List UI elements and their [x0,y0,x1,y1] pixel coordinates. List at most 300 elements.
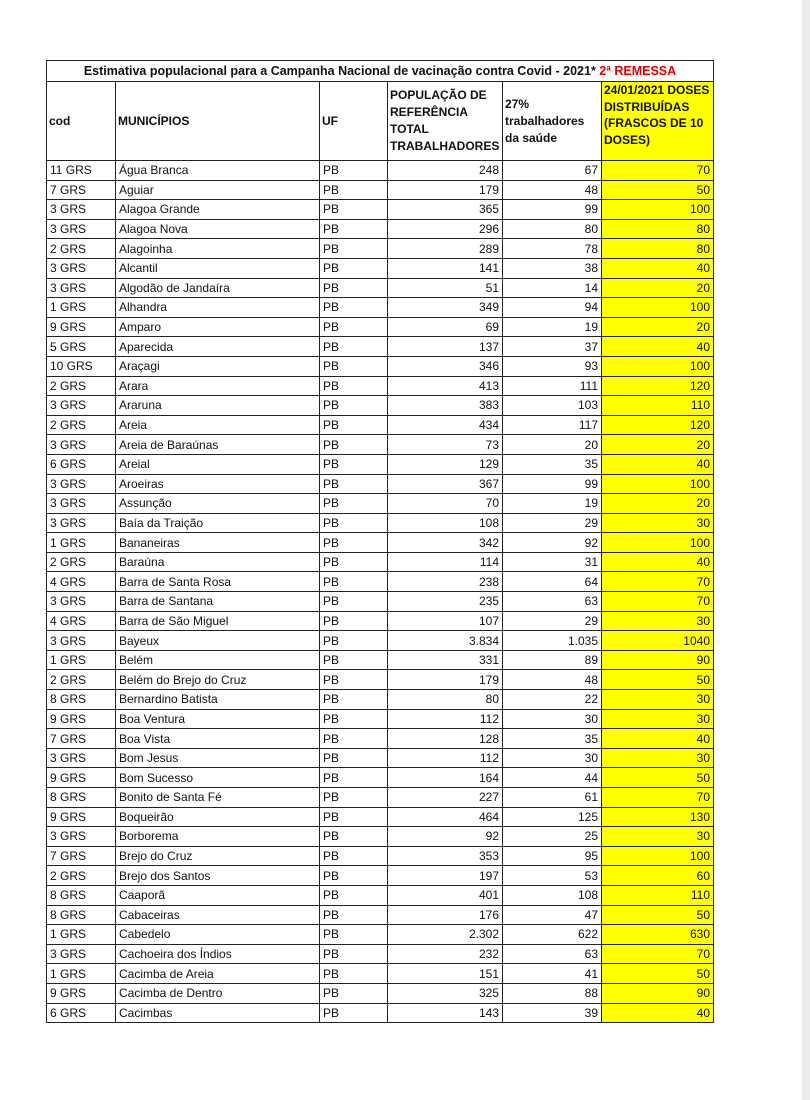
table-row [47,435,714,455]
page-edge [802,0,810,1100]
table-row [47,729,714,749]
doses-cell: 90 [602,650,714,670]
populacao-cell: 401 [388,885,503,905]
populacao-cell: 434 [388,415,503,435]
populacao-cell: 70 [388,494,503,514]
doses-cell: 100 [602,533,714,553]
table-row [47,219,714,239]
populacao-cell: 353 [388,846,503,866]
uf-cell: PB [320,944,388,964]
table-row [47,885,714,905]
uf-cell: PB [320,631,388,651]
uf-cell: PB [320,611,388,631]
cod-cell: 2 GRS [47,415,116,435]
table-row [47,415,714,435]
cod-cell: 10 GRS [47,356,116,376]
doses-cell: 20 [602,317,714,337]
table-row [47,180,714,200]
populacao-cell: 235 [388,592,503,612]
doses-cell: 100 [602,356,714,376]
table-row [47,317,714,337]
uf-cell: PB [320,572,388,592]
trabalhadores-cell: 88 [503,983,602,1003]
cod-cell: 2 GRS [47,552,116,572]
doses-cell: 40 [602,552,714,572]
uf-cell: PB [320,337,388,357]
header-doses: 24/01/2021 DOSES DISTRIBUÍDAS (FRASCOS DE 10 DOSES) [602,82,714,161]
uf-cell: PB [320,670,388,690]
trabalhadores-cell: 44 [503,768,602,788]
doses-cell: 30 [602,827,714,847]
municipio-cell: Assunção [116,494,320,514]
municipio-cell: Boa Ventura [116,709,320,729]
municipio-cell: Cabaceiras [116,905,320,925]
doses-cell: 110 [602,885,714,905]
municipio-cell: Baraúna [116,552,320,572]
municipio-cell: Amparo [116,317,320,337]
populacao-cell: 383 [388,396,503,416]
header-municipios: MUNICÍPIOS [116,82,320,161]
populacao-cell: 248 [388,161,503,181]
uf-cell: PB [320,356,388,376]
cod-cell: 3 GRS [47,435,116,455]
municipio-cell: Areial [116,454,320,474]
trabalhadores-cell: 622 [503,925,602,945]
uf-cell: PB [320,827,388,847]
table-row [47,200,714,220]
doses-cell: 630 [602,925,714,945]
uf-cell: PB [320,866,388,886]
table-row [47,1003,714,1023]
municipio-cell: Araruna [116,396,320,416]
doses-cell: 1040 [602,631,714,651]
populacao-cell: 176 [388,905,503,925]
doses-cell: 30 [602,611,714,631]
cod-cell: 6 GRS [47,454,116,474]
cod-cell: 4 GRS [47,572,116,592]
cod-cell: 7 GRS [47,729,116,749]
trabalhadores-cell: 63 [503,592,602,612]
doses-cell: 120 [602,415,714,435]
trabalhadores-cell: 19 [503,494,602,514]
doses-cell: 30 [602,690,714,710]
table-row [47,533,714,553]
uf-cell: PB [320,454,388,474]
uf-cell: PB [320,317,388,337]
municipio-cell: Cacimba de Areia [116,964,320,984]
doses-cell: 110 [602,396,714,416]
trabalhadores-cell: 78 [503,239,602,259]
trabalhadores-cell: 64 [503,572,602,592]
populacao-cell: 92 [388,827,503,847]
populacao-cell: 141 [388,258,503,278]
doses-cell: 20 [602,278,714,298]
doses-cell: 100 [602,846,714,866]
doses-cell: 50 [602,964,714,984]
municipio-cell: Cabedelo [116,925,320,945]
municipio-cell: Bananeiras [116,533,320,553]
cod-cell: 8 GRS [47,905,116,925]
table-row [47,494,714,514]
cod-cell: 9 GRS [47,768,116,788]
table-row [47,827,714,847]
populacao-cell: 51 [388,278,503,298]
trabalhadores-cell: 95 [503,846,602,866]
cod-cell: 3 GRS [47,631,116,651]
populacao-cell: 464 [388,807,503,827]
table-row [47,748,714,768]
doses-cell: 120 [602,376,714,396]
cod-cell: 3 GRS [47,258,116,278]
trabalhadores-cell: 41 [503,964,602,984]
populacao-cell: 164 [388,768,503,788]
trabalhadores-cell: 29 [503,513,602,533]
trabalhadores-cell: 22 [503,690,602,710]
municipio-cell: Brejo do Cruz [116,846,320,866]
trabalhadores-cell: 35 [503,454,602,474]
table-row [47,709,714,729]
uf-cell: PB [320,435,388,455]
populacao-cell: 73 [388,435,503,455]
title-row [47,61,714,82]
cod-cell: 3 GRS [47,827,116,847]
trabalhadores-cell: 103 [503,396,602,416]
uf-cell: PB [320,200,388,220]
doses-cell: 60 [602,866,714,886]
doses-cell: 70 [602,592,714,612]
trabalhadores-cell: 108 [503,885,602,905]
cod-cell: 4 GRS [47,611,116,631]
cod-cell: 3 GRS [47,592,116,612]
doses-cell: 20 [602,435,714,455]
table-title [47,61,714,82]
populacao-cell: 108 [388,513,503,533]
uf-cell: PB [320,709,388,729]
uf-cell: PB [320,278,388,298]
uf-cell: PB [320,1003,388,1023]
municipio-cell: Belém [116,650,320,670]
trabalhadores-cell: 14 [503,278,602,298]
doses-cell: 50 [602,905,714,925]
populacao-cell: 3.834 [388,631,503,651]
table-row [47,513,714,533]
table-row [47,690,714,710]
trabalhadores-cell: 93 [503,356,602,376]
header-row [47,82,714,161]
table-row [47,337,714,357]
populacao-cell: 227 [388,788,503,808]
uf-cell: PB [320,748,388,768]
cod-cell: 1 GRS [47,650,116,670]
table-row [47,278,714,298]
doses-cell: 70 [602,944,714,964]
uf-cell: PB [320,180,388,200]
table-row [47,768,714,788]
cod-cell: 3 GRS [47,219,116,239]
doses-cell: 80 [602,219,714,239]
doses-cell: 50 [602,768,714,788]
cod-cell: 1 GRS [47,533,116,553]
populacao-cell: 342 [388,533,503,553]
municipio-cell: Barra de Santana [116,592,320,612]
table-row [47,552,714,572]
remessa-label: 2ª REMESSA [599,64,677,78]
municipio-cell: Aroeiras [116,474,320,494]
populacao-cell: 197 [388,866,503,886]
table-row [47,376,714,396]
trabalhadores-cell: 37 [503,337,602,357]
uf-cell: PB [320,983,388,1003]
uf-cell: PB [320,161,388,181]
municipio-cell: Bonito de Santa Fé [116,788,320,808]
populacao-cell: 112 [388,748,503,768]
municipio-cell: Barra de Santa Rosa [116,572,320,592]
populacao-cell: 143 [388,1003,503,1023]
trabalhadores-cell: 92 [503,533,602,553]
trabalhadores-cell: 48 [503,670,602,690]
municipio-cell: Aparecida [116,337,320,357]
uf-cell: PB [320,474,388,494]
populacao-cell: 129 [388,454,503,474]
doses-cell: 70 [602,788,714,808]
populacao-cell: 114 [388,552,503,572]
cod-cell: 3 GRS [47,494,116,514]
populacao-cell: 179 [388,670,503,690]
doses-cell: 80 [602,239,714,259]
trabalhadores-cell: 1.035 [503,631,602,651]
uf-cell: PB [320,376,388,396]
trabalhadores-cell: 30 [503,709,602,729]
cod-cell: 3 GRS [47,513,116,533]
table-row [47,788,714,808]
table-row [47,866,714,886]
doses-cell: 70 [602,161,714,181]
uf-cell: PB [320,298,388,318]
uf-cell: PB [320,925,388,945]
populacao-cell: 346 [388,356,503,376]
cod-cell: 9 GRS [47,807,116,827]
trabalhadores-cell: 80 [503,219,602,239]
municipio-cell: Araçagi [116,356,320,376]
doses-cell: 90 [602,983,714,1003]
trabalhadores-cell: 99 [503,474,602,494]
trabalhadores-cell: 63 [503,944,602,964]
doses-cell: 40 [602,454,714,474]
header-cod: cod [47,82,116,161]
populacao-cell: 107 [388,611,503,631]
trabalhadores-cell: 117 [503,415,602,435]
header-uf: UF [320,82,388,161]
municipio-cell: Aguiar [116,180,320,200]
cod-cell: 6 GRS [47,1003,116,1023]
municipio-cell: Brejo dos Santos [116,866,320,886]
municipio-cell: Areia de Baraúnas [116,435,320,455]
municipio-cell: Alagoinha [116,239,320,259]
populacao-cell: 112 [388,709,503,729]
doses-cell: 50 [602,180,714,200]
table-row [47,611,714,631]
municipio-cell: Barra de São Miguel [116,611,320,631]
cod-cell: 3 GRS [47,200,116,220]
uf-cell: PB [320,592,388,612]
doses-cell: 100 [602,200,714,220]
cod-cell: 5 GRS [47,337,116,357]
uf-cell: PB [320,650,388,670]
municipio-cell: Belém do Brejo do Cruz [116,670,320,690]
uf-cell: PB [320,964,388,984]
uf-cell: PB [320,258,388,278]
municipio-cell: Cachoeira dos Índios [116,944,320,964]
cod-cell: 2 GRS [47,866,116,886]
uf-cell: PB [320,729,388,749]
table-row [47,925,714,945]
municipio-cell: Água Branca [116,161,320,181]
populacao-cell: 413 [388,376,503,396]
trabalhadores-cell: 48 [503,180,602,200]
table-row [47,905,714,925]
header-populacao: POPULAÇÃO DE REFERÊNCIA TOTAL TRABALHADORES [388,82,503,161]
table-row [47,396,714,416]
populacao-cell: 365 [388,200,503,220]
table-row [47,964,714,984]
trabalhadores-cell: 125 [503,807,602,827]
table-row [47,454,714,474]
cod-cell: 1 GRS [47,964,116,984]
cod-cell: 9 GRS [47,709,116,729]
populacao-cell: 151 [388,964,503,984]
municipio-cell: Cacimba de Dentro [116,983,320,1003]
table-row [47,592,714,612]
table-row [47,161,714,181]
municipio-cell: Alcantil [116,258,320,278]
doses-cell: 30 [602,748,714,768]
doses-cell: 20 [602,494,714,514]
populacao-cell: 367 [388,474,503,494]
trabalhadores-cell: 111 [503,376,602,396]
uf-cell: PB [320,239,388,259]
doses-cell: 130 [602,807,714,827]
doses-cell: 40 [602,729,714,749]
populacao-cell: 331 [388,650,503,670]
municipio-cell: Algodão de Jandaíra [116,278,320,298]
trabalhadores-cell: 67 [503,161,602,181]
doses-cell: 50 [602,670,714,690]
doses-cell: 100 [602,474,714,494]
header-percent-workers: 27% trabalhadores da saúde [503,82,602,161]
trabalhadores-cell: 25 [503,827,602,847]
populacao-cell: 128 [388,729,503,749]
table-row [47,670,714,690]
trabalhadores-cell: 38 [503,258,602,278]
trabalhadores-cell: 61 [503,788,602,808]
table-row [47,239,714,259]
cod-cell: 11 GRS [47,161,116,181]
populacao-cell: 179 [388,180,503,200]
trabalhadores-cell: 39 [503,1003,602,1023]
populacao-cell: 296 [388,219,503,239]
trabalhadores-cell: 29 [503,611,602,631]
cod-cell: 3 GRS [47,278,116,298]
populacao-cell: 69 [388,317,503,337]
trabalhadores-cell: 94 [503,298,602,318]
uf-cell: PB [320,807,388,827]
populacao-cell: 2.302 [388,925,503,945]
populacao-cell: 238 [388,572,503,592]
municipio-cell: Baía da Traição [116,513,320,533]
uf-cell: PB [320,513,388,533]
cod-cell: 2 GRS [47,670,116,690]
table-row [47,846,714,866]
doses-cell: 30 [602,709,714,729]
uf-cell: PB [320,905,388,925]
doses-cell: 100 [602,298,714,318]
trabalhadores-cell: 19 [503,317,602,337]
cod-cell: 1 GRS [47,298,116,318]
cod-cell: 2 GRS [47,376,116,396]
table-row [47,298,714,318]
cod-cell: 3 GRS [47,474,116,494]
municipio-cell: Boqueirão [116,807,320,827]
uf-cell: PB [320,690,388,710]
populacao-cell: 349 [388,298,503,318]
uf-cell: PB [320,533,388,553]
municipio-cell: Boa Vista [116,729,320,749]
table-row [47,356,714,376]
cod-cell: 8 GRS [47,788,116,808]
trabalhadores-cell: 30 [503,748,602,768]
trabalhadores-cell: 99 [503,200,602,220]
table-row [47,474,714,494]
table-row [47,572,714,592]
uf-cell: PB [320,415,388,435]
municipio-cell: Bernardino Batista [116,690,320,710]
doses-cell: 40 [602,337,714,357]
doses-cell: 70 [602,572,714,592]
cod-cell: 8 GRS [47,690,116,710]
doses-cell: 40 [602,258,714,278]
uf-cell: PB [320,885,388,905]
table-row [47,944,714,964]
populacao-cell: 137 [388,337,503,357]
municipio-cell: Bayeux [116,631,320,651]
trabalhadores-cell: 20 [503,435,602,455]
table-row [47,650,714,670]
trabalhadores-cell: 89 [503,650,602,670]
uf-cell: PB [320,768,388,788]
cod-cell: 3 GRS [47,944,116,964]
trabalhadores-cell: 53 [503,866,602,886]
cod-cell: 9 GRS [47,317,116,337]
municipio-cell: Alagoa Grande [116,200,320,220]
trabalhadores-cell: 31 [503,552,602,572]
uf-cell: PB [320,219,388,239]
table-row [47,807,714,827]
municipio-cell: Areia [116,415,320,435]
cod-cell: 8 GRS [47,885,116,905]
uf-cell: PB [320,846,388,866]
municipio-cell: Alagoa Nova [116,219,320,239]
table-row [47,983,714,1003]
cod-cell: 7 GRS [47,846,116,866]
populacao-cell: 289 [388,239,503,259]
populacao-cell: 80 [388,690,503,710]
title-text: Estimativa populacional para a Campanha Nacional de vacinação contra Covid - 2021* [83,64,596,78]
populacao-cell: 325 [388,983,503,1003]
municipio-cell: Alhandra [116,298,320,318]
municipio-cell: Bom Sucesso [116,768,320,788]
cod-cell: 7 GRS [47,180,116,200]
doses-cell: 30 [602,513,714,533]
